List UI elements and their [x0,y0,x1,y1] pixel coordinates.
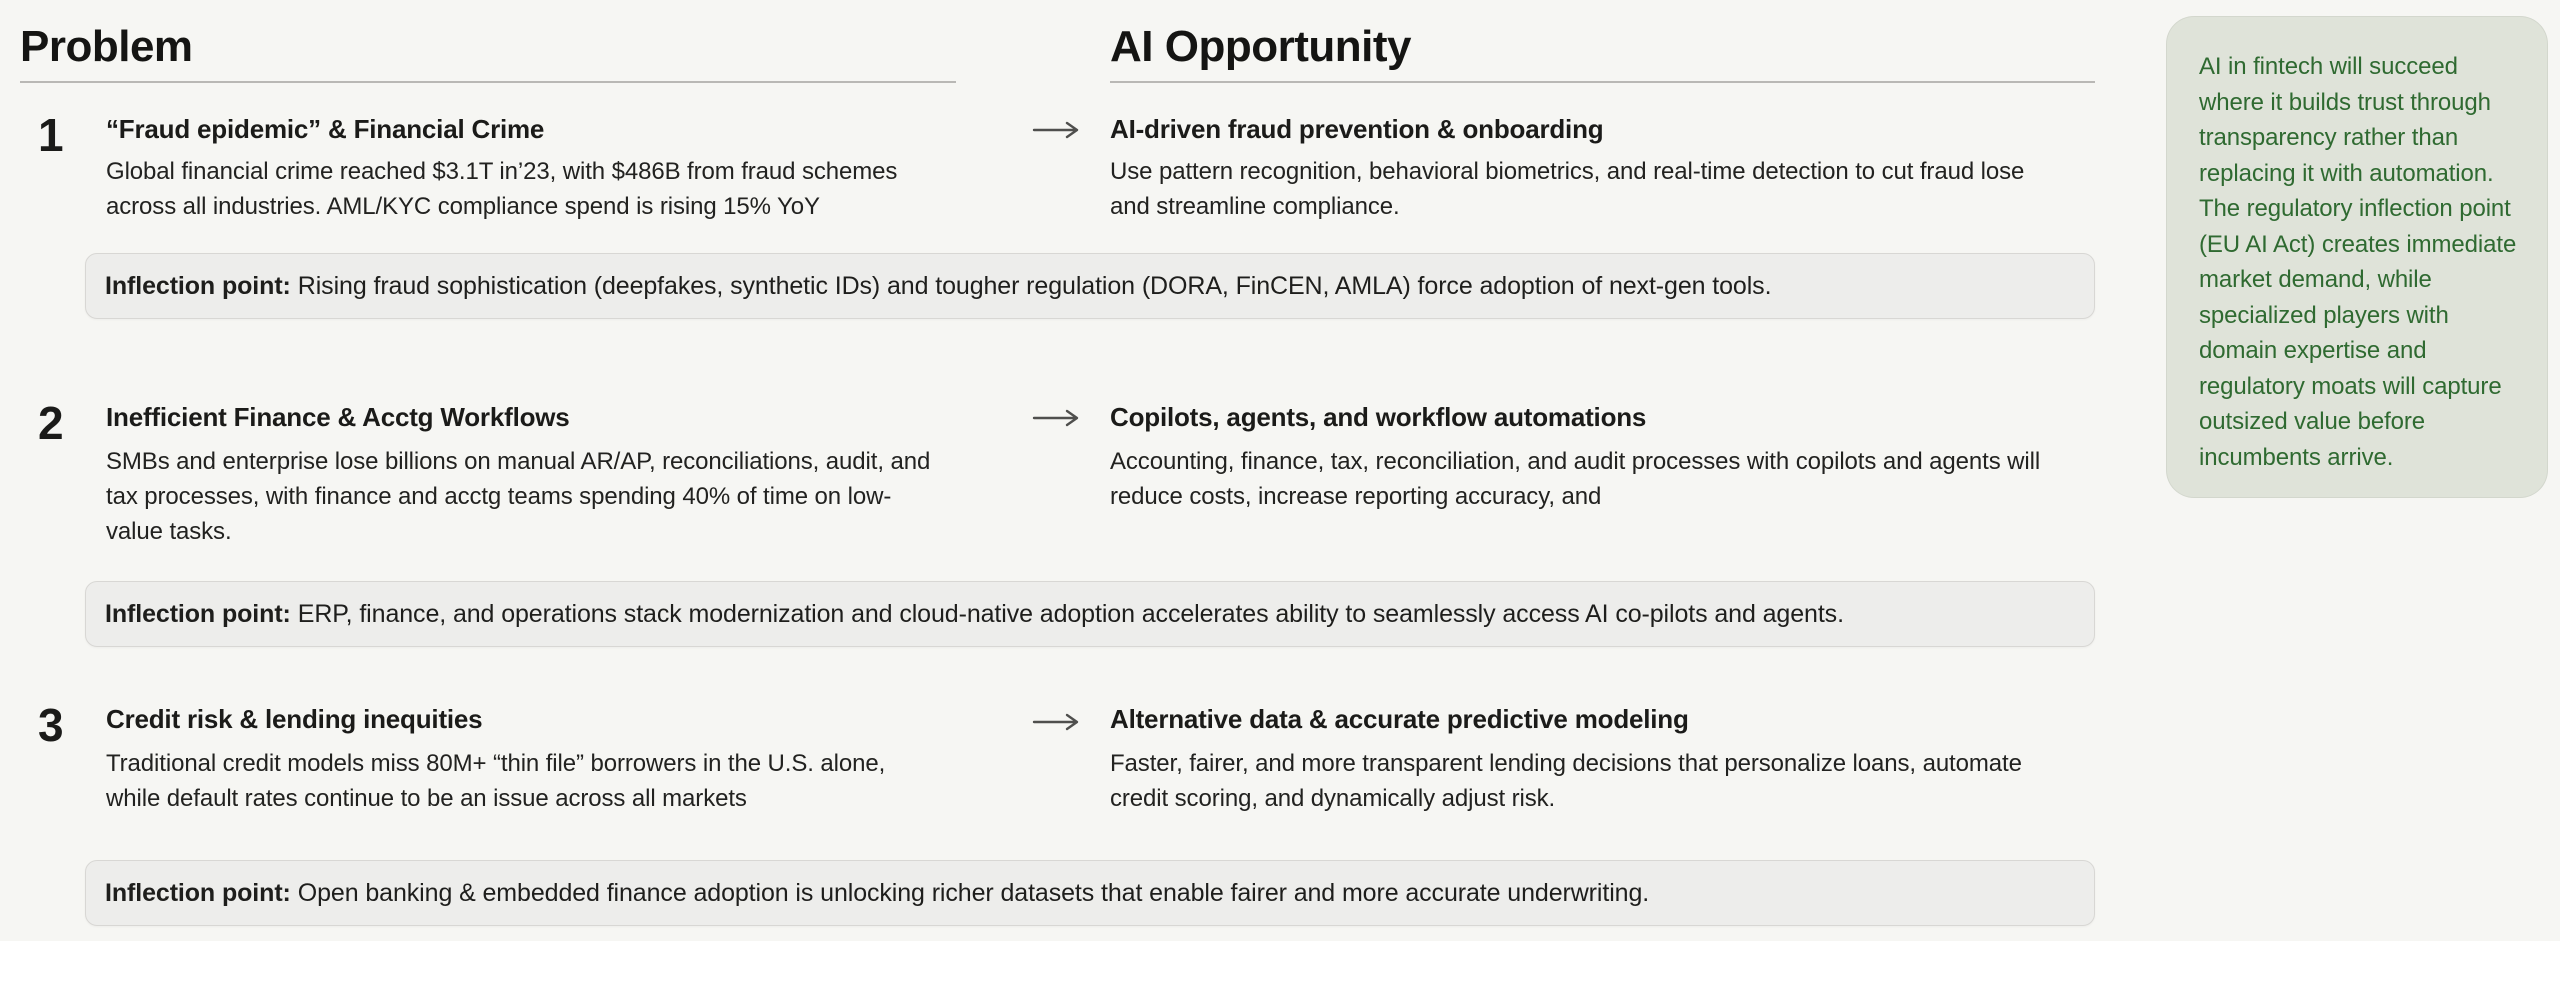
inflection-point-callout [85,253,2095,319]
problem-column-heading: Problem [20,22,193,71]
row-number: 1 [38,109,64,161]
arrow-right-icon [1032,712,1080,732]
inflection-point-label: Inflection point: [105,599,291,628]
opportunity-title: Alternative data & accurate predictive modeling [1110,704,1689,734]
opportunity-body: Faster, fairer, and more transparent lending decisions that personalize loans, automate credit scoring, and dynamically adjust risk. [1110,750,2022,812]
opportunity-title: AI-driven fraud prevention & onboarding [1110,114,1604,144]
problem-title: Credit risk & lending inequities [106,704,483,734]
opportunity-title: Copilots, agents, and workflow automations [1110,402,1647,432]
ai-opportunity-heading-rule [1110,81,2095,83]
arrow-right-icon [1032,408,1080,428]
problem-body: Global financial crime reached $3.1T in’23, with $486B from fraud schemes across all industries. AML/KYC compliance spend is rising 15% YoY [106,158,898,220]
inflection-point-text: ERP, finance, and operations stack modernization and cloud-native adoption accelerates ability to seamlessly access AI co-pilots and agents. [297,599,1844,628]
problem-body: SMBs and enterprise lose billions on manual AR/AP, reconciliations, audit, and tax processes, with finance and acctg teams spending 40% of time on low-value tasks. [106,448,931,545]
inflection-point-text: Open banking & embedded finance adoption is unlocking richer datasets that enable fairer and more accurate underwriting. [297,878,1650,907]
problem-title: Inefficient Finance & Acctg Workflows [106,402,570,432]
row-number: 2 [38,397,64,449]
thesis-note-card [2166,16,2548,498]
inflection-point-label: Inflection point: [105,878,291,907]
bottom-strip [0,941,2560,984]
row-number: 3 [38,699,64,751]
inflection-point-label: Inflection point: [105,271,291,300]
arrow-right-icon [1032,120,1080,140]
inflection-point-text: Rising fraud sophistication (deepfakes, synthetic IDs) and tougher regulation (DORA, FinCEN, AMLA) force adoption of next-gen tools. [297,271,1772,300]
thesis-note-text: AI in fintech will succeed where it builds trust through transparency rather than replacing it with automation. The regulatory inflection point (EU AI Act) creates immediate market demand, while specialized players with domain expertise and regulatory moats will capture outsized value before incumbents arrive. [2199,53,2517,471]
problem-heading-rule [20,81,956,83]
opportunity-body: Use pattern recognition, behavioral biometrics, and real-time detection to cut fraud lose and streamline compliance. [1110,158,2025,220]
inflection-point-callout [85,860,2095,926]
ai-opportunity-column-heading: AI Opportunity [1110,22,1411,71]
problem-title: “Fraud epidemic” & Financial Crime [106,114,545,144]
inflection-point-callout [85,581,2095,647]
opportunity-body: Accounting, finance, tax, reconciliation, and audit processes with copilots and agents will reduce costs, increase reporting accuracy, and [1110,448,2041,510]
problem-body: Traditional credit models miss 80M+ “thin file” borrowers in the U.S. alone, while default rates continue to be an issue across all markets [106,750,886,812]
